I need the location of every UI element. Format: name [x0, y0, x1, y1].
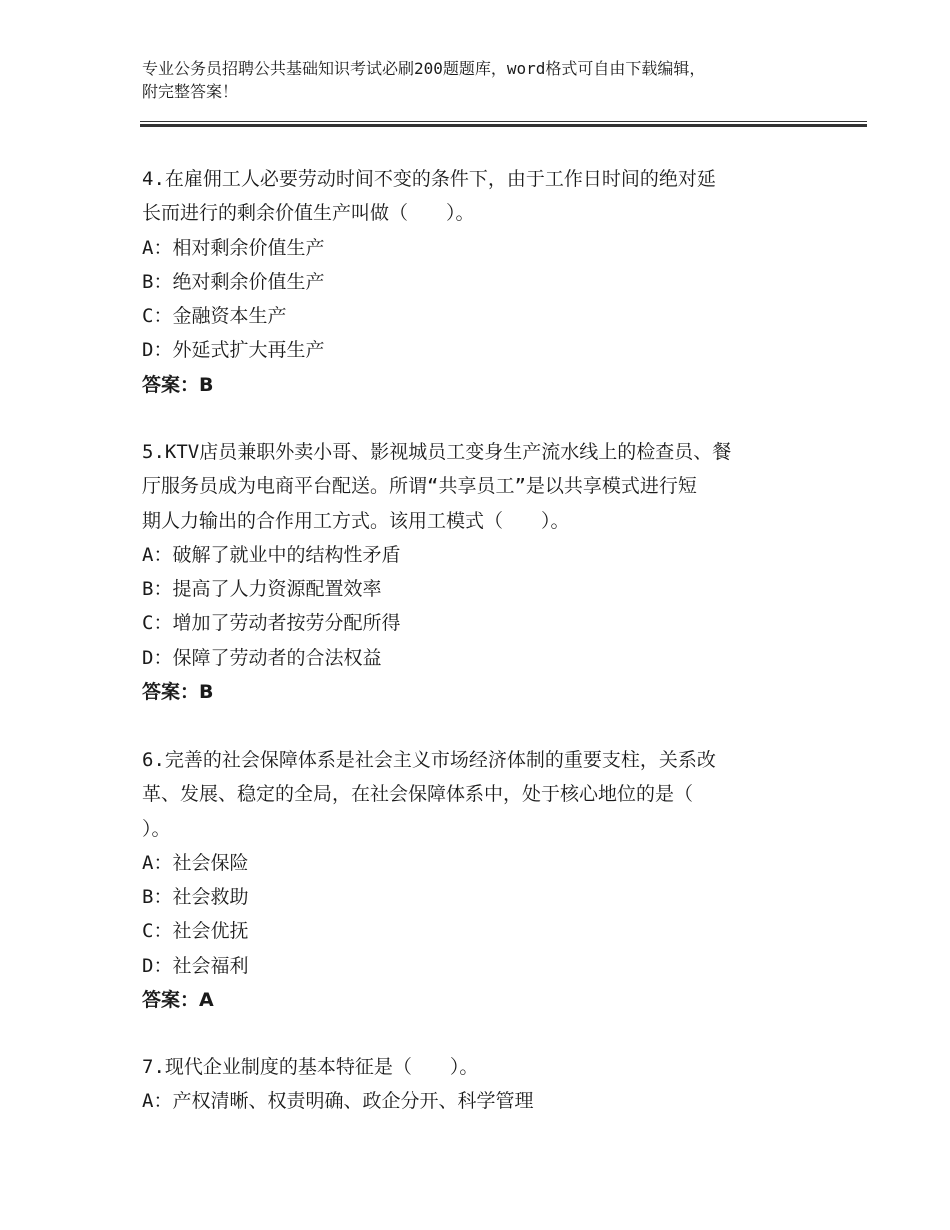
- header-divider-thick: [140, 124, 867, 127]
- question-stem-line: 6.完善的社会保障体系是社会主义市场经济体制的重要支柱，关系改: [142, 749, 716, 771]
- answer: 答案：A: [142, 989, 214, 1012]
- header-divider-thin: [140, 121, 867, 122]
- question-stem-line: ）。: [142, 817, 171, 840]
- question-stem-line: 7.现代企业制度的基本特征是（ ）。: [142, 1056, 479, 1078]
- option-c: C：金融资本生产: [142, 305, 287, 328]
- option-a: A：社会保险: [142, 851, 249, 874]
- question-stem-line: 革、发展、稳定的全局，在社会保障体系中，处于核心地位的是（: [142, 783, 694, 806]
- option-b: B：社会救助: [142, 886, 249, 909]
- option-a: A：相对剩余价值生产: [142, 236, 325, 259]
- question-6: [142, 743, 822, 1017]
- document-header: [142, 57, 842, 103]
- option-b: B：提高了人力资源配置效率: [142, 578, 382, 601]
- header-line-2: 附完整答案！: [142, 82, 239, 101]
- option-c: C：增加了劳动者按劳分配所得: [142, 612, 401, 635]
- header-line-1: 专业公务员招聘公共基础知识考试必刷200题题库，word格式可自由下载编辑，: [142, 59, 706, 78]
- question-stem-line: 期人力输出的合作用工方式。该用工模式（ ）。: [142, 509, 570, 532]
- answer: 答案：B: [142, 681, 214, 704]
- option-c: C：社会优抚: [142, 920, 249, 943]
- option-b: B：绝对剩余价值生产: [142, 270, 325, 293]
- option-a: A：产权清晰、权责明确、政企分开、科学管理: [142, 1090, 534, 1113]
- question-4: [142, 162, 822, 402]
- question-stem-line: 4.在雇佣工人必要劳动时间不变的条件下，由于工作日时间的绝对延: [142, 168, 716, 190]
- option-d: D：保障了劳动者的合法权益: [142, 646, 382, 669]
- option-d: D：社会福利: [142, 954, 249, 977]
- question-stem-line: 5.KTV店员兼职外卖小哥、影视城员工变身生产流水线上的检查员、餐: [142, 441, 732, 463]
- answer: 答案：B: [142, 373, 214, 396]
- option-a: A：破解了就业中的结构性矛盾: [142, 543, 401, 566]
- question-stem-line: 厅服务员成为电商平台配送。所谓“共享员工”是以共享模式进行短: [142, 475, 697, 498]
- question-stem-line: 长而进行的剩余价值生产叫做（ ）。: [142, 202, 475, 225]
- question-5: [142, 435, 822, 709]
- option-d: D：外延式扩大再生产: [142, 339, 325, 362]
- question-7: [142, 1050, 822, 1119]
